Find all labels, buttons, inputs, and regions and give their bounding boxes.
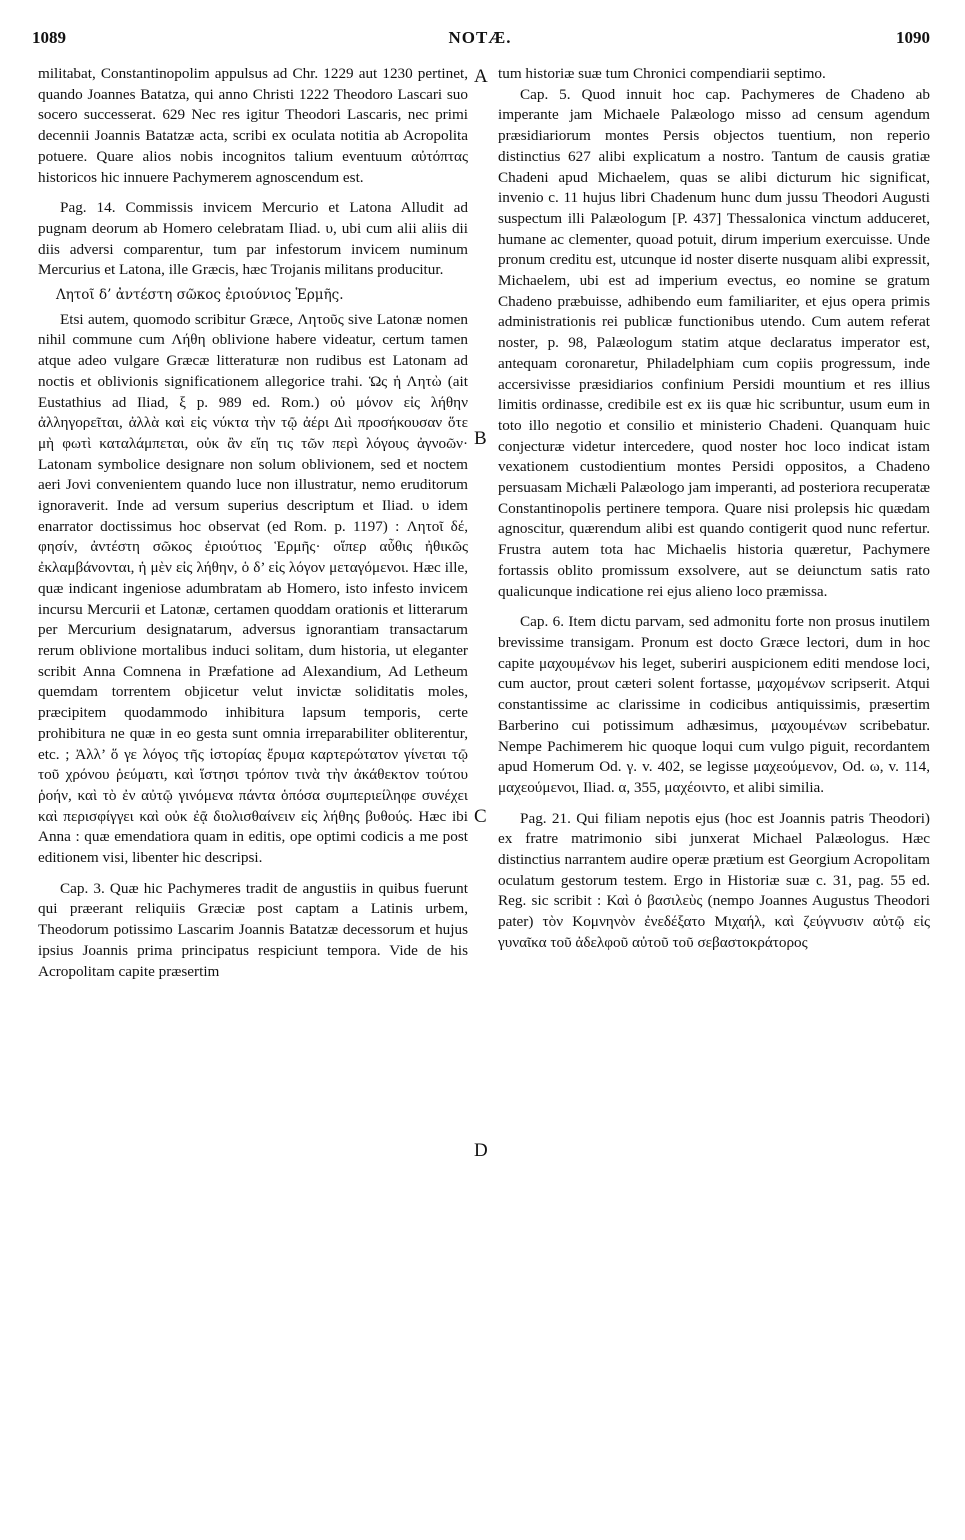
right-column [498, 64, 930, 954]
paragraph: Cap. 5. Quod innuit hoc cap. Pachymeres de Chadeno ab imperante jam Michaele Palæologo misso ad censum agendum præsidiariorum montes Persis objectos tuentium, non reperio distinctius 627 alibi explicatum a nostro. Tantum de causis gratiæ Chadeni apud Michaelem, quas se alibi dicturum hic significat, invenio c. 11 hujus libri Chadenum hunc dum jussu Theodori Augusti suspectum illi Palæologum [P. 437] Thessalonica vinctum adduceret, humane ac clementer, quoad potuit, dirum imperium exercuisse. Unde pronum creditu est, utcunque id noster diserte nusquam alibi expressit, Michaelem, ubi est ad imperium evectus, eo nomine se gratum Chadeno præbuisse, adhibendo eum familiariter, et ejus opera primis administrationis rei publicæ functionibus utendo. Cum autem referat noster, p. 98, Palæologum statim atque declaratus imperator est, antequam coronaretur, Philadelphiam cum copiis progressum, inde accersivisse præsidiarios confinium Persidi mountium et res illius limitis ordinasse, credibile est ex iis quæ hic scribuntur, usum eum in toto illo negotio et consilio et ministerio Chadeni. Quanquam huic conjecturæ videtur intercedere, quod noster hoc loco indicat istam vexationem custodientium montes Persidi oppositos, a Chadeno persuasam Michæli Palæologo jam imperanti, ad posteriora recuperatæ Constantinopolis pertinere tempora. Quare nisi prolepsis hic quædam agnoscitur, quærendum alibi est quando contigerit quod nunc refertur. Frustra autem tota hac Michaelis historia quæretur, Pachymere fortassis oblito promissum exsolvere, aut se deiunctum satis rato qualicunque indicatione rei ejus alieno loco præmissa. [498, 85, 930, 600]
paragraph: Etsi autem, quomodo scribitur Græce, Λητοῦς sive Latonæ nomen nihil commune cum Λήθη oblivione habere videatur, certum tamen atque adeo vulgare Græcæ litteraturæ non rudibus est Latonam ad noctis et oblivionis significationem allegorice trahi. Ὡς ἡ Λητὼ (ait Eustathius ad Iliad, ξ p. 989 ed. Rom.) οὐ μόνον εἰς λήθην ἀλληγορεῖται, ἀλλὰ καὶ εἰς νύκτα τὴν τῷ ἀέρι Διὶ προσήκουσαν ὅτε μὴ φωτὶ καταλάμπεται, οὐκ ἂν εἴη τις τῶν περὶ λόγους ἀγνοῶν· Latonam symbolice designare non solum oblivionem, sed et noctem aeri Jovi convenientem quando luce non illustratur, nemo eruditorum ignoraverit. Inde ad versum superius descriptum et Iliad. υ idem enarrator doctissimus hoc observat (ed Rom. p. 1197) : Λητοῖ δέ, φησίν, ἀντέστη σῶκος ἐριούτιος Ἑρμῆς· οἵπερ αὖθις ἠθικῶς ἐκλαμβάνονται, ἡ μὲν εἰς λήθην, ὁ δ’ εἰς λόγον μεταγόμενοι. Hæc ille, quæ indicant ingeniose adumbratam ab Homero, isto infesto invicem incursu Mercurii et Latonæ, certamen quoddam orationis et litterarum per Mercurium designatarum, adversus ignorantiam transactarum rerum oblivione mortalibus induci solitam, dum historia, ut eleganter scribit Anna Comnena in Præfatione ad Alexandium, Ad Letheum quemdam torrentem objicetur velut invictæ soliditatis moles, præcipitem quodammodo inhibitura lapsum temporis, certe prohibitura ne quæ in eo gesta sunt omnia irreparabiliter obliterentur, etc. ; Ἀλλ’ ὅ γε λόγος τῆς ἱστορίας ἔρυμα καρτερώτατον γίνεται τῷ τοῦ χρόνου ῥεύματι, καὶ ἵστησι τρόπον τινὰ τὴν ἀκάθεκτον τούτου ῥοήν, καὶ τὸ ἐν αὐτῷ γινόμενα πάντα ὁπόσα συμπεριείληφε συνέχει καὶ περισφίγγει καὶ οὐκ ἐᾷ διολισθαίνειν εἰς λήθης βυθούς. Hæc ibi Anna : quæ emendatiora quam in editis, ope optimi codicis a me post editionem visi, libenter hic descripsi. [38, 310, 468, 867]
left-column [38, 64, 468, 982]
paragraph: Pag. 14. Commissis invicem Mercurio et Latona Alludit ad pugnam deorum ab Homero celebratam Iliad. υ, ubi cum alii aliis dii diis adversi comparentur, tum par infestorum invicem numinum Mercurius et Latona, ille Græcis, hæc Trojanis militans producitur. [38, 199, 468, 279]
paragraph: militabat, Constantinopolim appulsus ad Chr. 1229 aut 1230 pertinet, quando Joannes Batatza, qui anno Christi 1222 Theodoro Lascari suo socero successerat. 629 Nec res igitur Theodori Lascaris, nec primi decennii Joannis Batatzæ acta, scribi ex oculata notitia ab Acropolita potuere. Quare alios nobis incognitos talium eventuum αὐτόπτας historicos hic innuere Pachymerem agnoscendum est. [38, 65, 468, 186]
greek-verse: Λητοῖ δ’ ἀντέστη σῶκος ἐριούνιος Ἑρμῆς. [56, 287, 344, 304]
margin-letter-b: B [474, 428, 487, 449]
paragraph-gap [498, 799, 930, 809]
margin-letter-c: C [474, 806, 487, 827]
paragraph-gap [498, 602, 930, 612]
left-page-number: 1089 [32, 28, 66, 47]
paragraph-gap [38, 188, 468, 198]
margin-letter-d: D [474, 1140, 488, 1161]
paragraph: Cap. 3. Quæ hic Pachymeres tradit de angustiis in quibus fuerunt qui præerant reliquiis Græciæ post captam a Latinis urbem, Theodorum potissimo Lascarim Joannis Batatzæ decessorum et hujus ipsius Joannis prima principatus respiciunt tempora. Vide de his Acropolitam capite præsertim [38, 879, 468, 980]
paragraph: Cap. 6. Item dictu parvam, sed admonitu forte non prosus inutilem brevissime transigam. Pronum est docto Græce lectori, dum in hoc capite μαχουμένων his leget, suberiri auspicionem editi mendose loci, cum auctor, prout cæteri solent fortasse, μαχομένων scripserit. Atqui constantissime ac clarissime in codicibus antiquissimis, præsertim Barberino cui potissimum adhæsimus, μαχουμένων scribebatur. Nempe Pachimerem hic quoque loqui cum vulgo piguit, recordantem apud Homerum Od. γ. v. 402, se legisse μαχεούμενον, Od. ω, v. 114, μαχεούμενοι, Iliad. α, 355, μαχέοιντο, et alibi similia. [498, 613, 930, 796]
paragraph-gap [38, 869, 468, 879]
right-page-number: 1090 [896, 28, 930, 47]
margin-letter-a: A [474, 66, 488, 87]
paragraph: Pag. 21. Qui filiam nepotis ejus (hoc est Joannis patris Theodori) ex fratre matrimonio sibi junxerat Michael Palæologus. Hæc distinctius narrantem audire operæ prætium est Georgium Acropolitam oculatum gestorum testem. Ergo in Historiæ suæ c. 31, pag. 55 ed. Reg. sic scribit : Καὶ ὁ βασιλεὺς (nempo Joannes Augustus Theodori pater) τὸν Κομνηνὸν ἐνεδέξατο Μιχαήλ, καὶ ζεύγνυσιν αὐτῷ εἰς γυναῖκα τοῦ ἀδελφοῦ αὐτοῦ τοῦ σεβαστοκράτορος [498, 809, 930, 951]
paragraph: tum historiæ suæ tum Chronici compendiarii septimo. [498, 65, 826, 82]
page-title: NOTÆ. [448, 28, 512, 47]
page-header [30, 22, 930, 50]
